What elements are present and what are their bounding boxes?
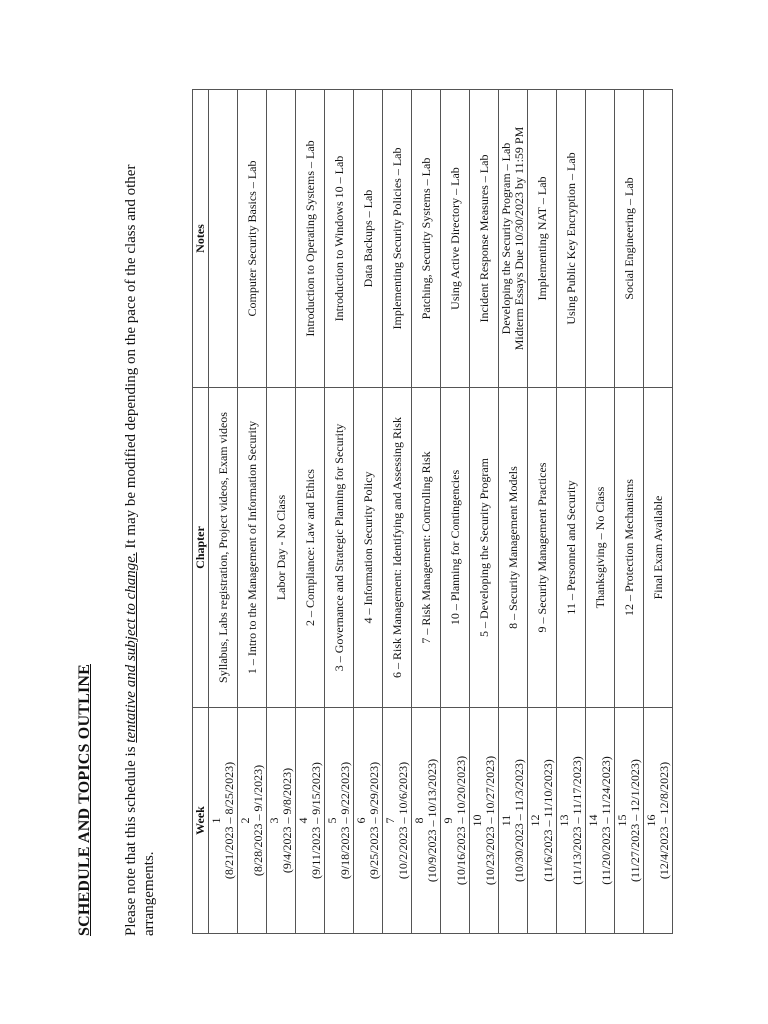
notes-text: Incident Response Measures – Lab xyxy=(476,154,491,323)
week-dates: (9/25/2023 – 9/29/2023) xyxy=(367,761,381,880)
week-number: 7 xyxy=(383,817,397,824)
week-number: 16 xyxy=(644,814,658,827)
chapter-cell: 10 – Planning for Contingencies xyxy=(441,388,470,708)
notes-text: Computer Security Basics – Lab xyxy=(244,160,259,317)
notes-cell xyxy=(354,90,383,388)
table-row xyxy=(383,90,412,934)
week-number: 4 xyxy=(296,817,310,824)
week-dates: (12/4/2023 – 12/8/2023) xyxy=(657,761,671,880)
table-body xyxy=(209,90,673,934)
notes-text: Patching, Security Systems – Lab xyxy=(418,157,433,320)
week-cell xyxy=(557,708,586,934)
week-number: 3 xyxy=(267,817,281,824)
notes-cell xyxy=(441,90,470,388)
notes-cell xyxy=(528,90,557,388)
intro-text-before: Please note that this schedule is xyxy=(123,742,139,936)
week-cell xyxy=(644,708,673,934)
notes-cell xyxy=(325,90,354,388)
notes-cell xyxy=(267,90,296,388)
chapter-cell: 9 – Security Management Practices xyxy=(528,388,557,708)
week-cell xyxy=(383,708,412,934)
table-row xyxy=(470,90,499,934)
week-number: 1 xyxy=(209,817,223,824)
week-dates: (11/6/2023 – 11/10/2023) xyxy=(541,759,555,882)
week-cell xyxy=(354,708,383,934)
week-dates: (11/13/2023 – 11/17/2023) xyxy=(570,756,584,885)
week-dates: (8/21/2023 – 8/25/2023) xyxy=(222,761,236,880)
notes-text-secondary: Midterm Essays Due 10/30/2023 by 11:59 PM xyxy=(512,126,526,351)
notes-text: Implementing NAT – Lab xyxy=(534,176,549,301)
chapter-cell: Final Exam Available xyxy=(644,388,673,708)
table-row xyxy=(267,90,296,934)
chapter-cell: 1 – Intro to the Management of Information Security xyxy=(238,388,267,708)
week-cell xyxy=(325,708,354,934)
week-cell xyxy=(296,708,325,934)
chapter-cell: 6 – Risk Management: Identifying and Assessing Risk xyxy=(383,388,412,708)
schedule-table xyxy=(192,89,673,934)
intro-text-after: It may be modified depending on the pace of the class and other arrangements. xyxy=(123,164,157,936)
chapter-cell: 4 – Information Security Policy xyxy=(354,388,383,708)
week-dates: (10/9/2023 – 10/13/2023) xyxy=(425,758,439,883)
chapter-cell: Labor Day - No Class xyxy=(267,388,296,708)
week-cell xyxy=(412,708,441,934)
chapter-cell: Thanksgiving – No Class xyxy=(586,388,615,708)
table-row xyxy=(499,90,528,934)
chapter-cell: 5 – Developing the Security Program xyxy=(470,388,499,708)
table-row xyxy=(412,90,441,934)
notes-cell xyxy=(557,90,586,388)
page-title: SCHEDULE AND TOPICS OUTLINE xyxy=(76,664,93,936)
week-number: 10 xyxy=(470,814,484,827)
chapter-cell: 3 – Governance and Strategic Planning for Security xyxy=(325,388,354,708)
chapter-cell: 11 – Personnel and Security xyxy=(557,388,586,708)
week-number: 6 xyxy=(354,817,368,824)
week-number: 12 xyxy=(528,814,542,827)
table-row xyxy=(354,90,383,934)
table-row xyxy=(296,90,325,934)
notes-cell xyxy=(644,90,673,388)
intro-emphasis: tentative and subject to change. xyxy=(123,552,139,743)
notes-cell xyxy=(615,90,644,388)
week-dates: (10/2/2023 – 10/6/2023) xyxy=(396,761,410,880)
week-dates: (9/11/2023 – 9/15/2023) xyxy=(309,762,323,879)
chapter-cell: 7 – Risk Management: Controlling Risk xyxy=(412,388,441,708)
week-dates: (9/4/2023 – 9/8/2023) xyxy=(280,767,294,874)
week-cell xyxy=(267,708,296,934)
week-number: 9 xyxy=(441,817,455,824)
table-row xyxy=(209,90,238,934)
week-cell xyxy=(586,708,615,934)
header-chapter: Chapter xyxy=(193,388,209,708)
week-number: 5 xyxy=(325,817,339,824)
week-number: 11 xyxy=(499,814,513,827)
table-row xyxy=(238,90,267,934)
notes-text: Introduction to Windows 10 – Lab xyxy=(331,155,346,322)
chapter-cell: 8 – Security Management Models xyxy=(499,388,528,708)
table-row xyxy=(644,90,673,934)
week-cell xyxy=(528,708,557,934)
notes-text: Developing the Security Program – Lab xyxy=(499,142,513,335)
table-row xyxy=(557,90,586,934)
notes-cell xyxy=(383,90,412,388)
week-cell xyxy=(499,708,528,934)
week-dates: (11/20/2023 – 11/24/2023) xyxy=(599,756,613,885)
week-dates: (9/18/2023 – 9/22/2023) xyxy=(338,761,352,880)
notes-text: Using Public Key Encryption – Lab xyxy=(563,152,578,325)
notes-cell xyxy=(470,90,499,388)
week-number: 8 xyxy=(412,817,426,824)
notes-cell xyxy=(499,90,528,388)
intro-paragraph xyxy=(122,96,158,936)
week-cell xyxy=(209,708,238,934)
notes-cell xyxy=(209,90,238,388)
notes-cell xyxy=(412,90,441,388)
week-dates: (11/27/2023 – 12/1/2023) xyxy=(628,759,642,882)
table-row xyxy=(586,90,615,934)
week-number: 13 xyxy=(557,814,571,827)
week-dates: (10/16/2023 – 10/20/2023) xyxy=(454,755,468,886)
notes-cell xyxy=(296,90,325,388)
week-cell xyxy=(441,708,470,934)
header-week: Week xyxy=(193,708,209,934)
notes-text: Data Backups – Lab xyxy=(360,189,375,288)
week-cell xyxy=(470,708,499,934)
week-cell xyxy=(238,708,267,934)
notes-text: Implementing Security Policies – Lab xyxy=(389,147,404,330)
table-row xyxy=(528,90,557,934)
table-header-row xyxy=(193,90,209,934)
table-row xyxy=(325,90,354,934)
table-row xyxy=(441,90,470,934)
header-notes: Notes xyxy=(193,90,209,388)
notes-text: Social Engineering – Lab xyxy=(621,177,636,300)
week-number: 14 xyxy=(586,814,600,827)
chapter-cell: Syllabus, Labs registration, Project videos, Exam videos xyxy=(209,388,238,708)
notes-cell xyxy=(238,90,267,388)
week-cell xyxy=(615,708,644,934)
notes-text: Introduction to Operating Systems – Lab xyxy=(302,140,317,337)
chapter-cell: 12 – Protection Mechanisms xyxy=(615,388,644,708)
notes-cell xyxy=(586,90,615,388)
week-dates: (8/28/2023 – 9/1/2023) xyxy=(251,764,265,877)
chapter-cell: 2 – Compliance: Law and Ethics xyxy=(296,388,325,708)
table-row xyxy=(615,90,644,934)
week-number: 15 xyxy=(615,814,629,827)
week-number: 2 xyxy=(238,817,252,824)
notes-text: Using Active Directory – Lab xyxy=(447,167,462,310)
week-dates: (10/30/2023 – 11/3/2023) xyxy=(512,759,526,882)
week-dates: (10/23/2023 – 10/27/2023) xyxy=(483,755,497,886)
